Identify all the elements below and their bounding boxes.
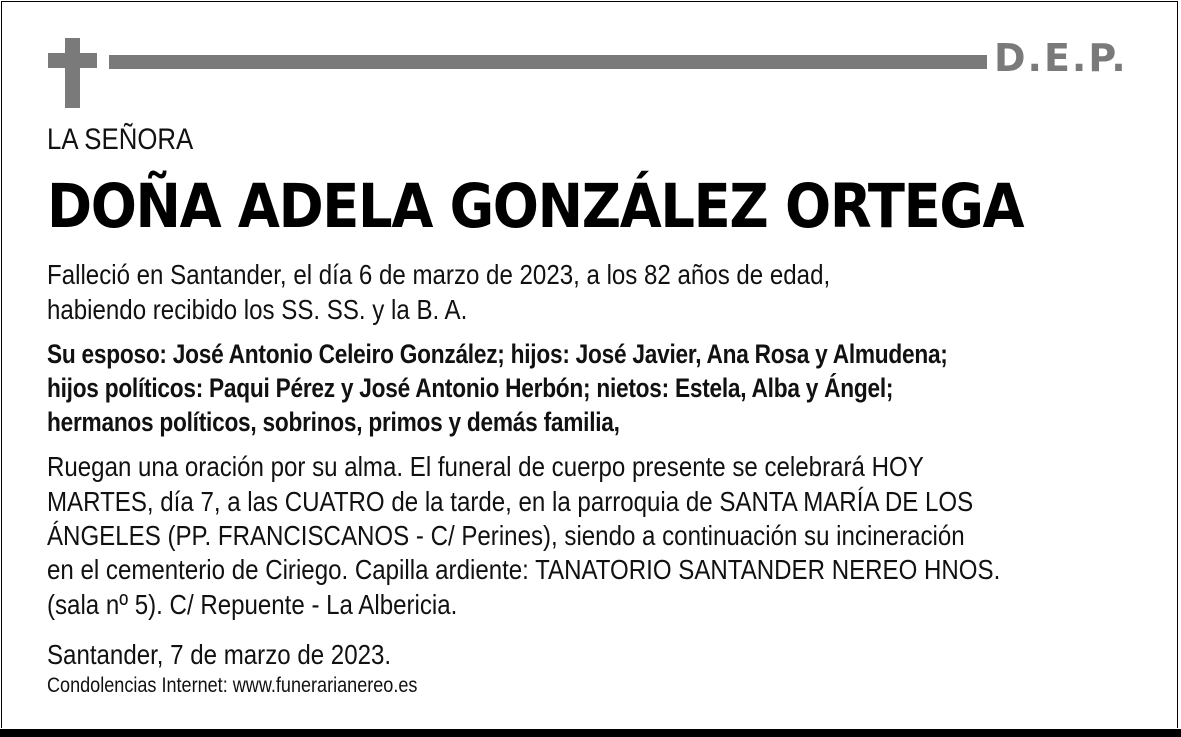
bottom-rule [0, 729, 1181, 737]
family-line: hermanos políticos, sobrinos, primos y demás familia, [47, 407, 620, 437]
death-notice-line: Falleció en Santander, el día 6 de marzo de 2023, a los 82 años de edad, [47, 259, 831, 290]
dep-label: D.E.P. [994, 36, 1128, 80]
header-rule [109, 55, 987, 69]
place-date: Santander, 7 de marzo de 2023. [47, 639, 392, 670]
service-line: ÁNGELES (PP. FRANCISCANOS - C/ Perines), siendo a continuación su incineración [47, 520, 965, 551]
condolences-link: Condolencias Internet: www.funerarianereo.es [47, 674, 418, 697]
service-line: en el cementerio de Ciriego. Capilla ardiente: TANATORIO SANTANDER NEREO HNOS. [47, 554, 1001, 585]
service-line: Ruegan una oración por su alma. El funeral de cuerpo presente se celebrará HOY [47, 451, 924, 482]
family-line: Su esposo: José Antonio Celeiro González; hijos: José Javier, Ana Rosa y Almudena; [47, 339, 948, 369]
cross-icon-bar [48, 53, 97, 68]
family-line: hijos políticos: Paqui Pérez y José Antonio Herbón; nietos: Estela, Alba y Ángel; [47, 373, 894, 403]
service-line: MARTES, día 7, a las CUATRO de la tarde, en la parroquia de SANTA MARÍA DE LOS [47, 486, 974, 517]
service-line: (sala nº 5). C/ Repuente - La Albericia. [47, 589, 458, 620]
title-label: LA SEÑORA [47, 123, 194, 156]
deceased-name: DOÑA ADELA GONZÁLEZ ORTEGA [47, 171, 1024, 242]
cross-icon [65, 38, 80, 108]
death-notice-line: habiendo recibido los SS. SS. y la B. A. [47, 294, 468, 325]
